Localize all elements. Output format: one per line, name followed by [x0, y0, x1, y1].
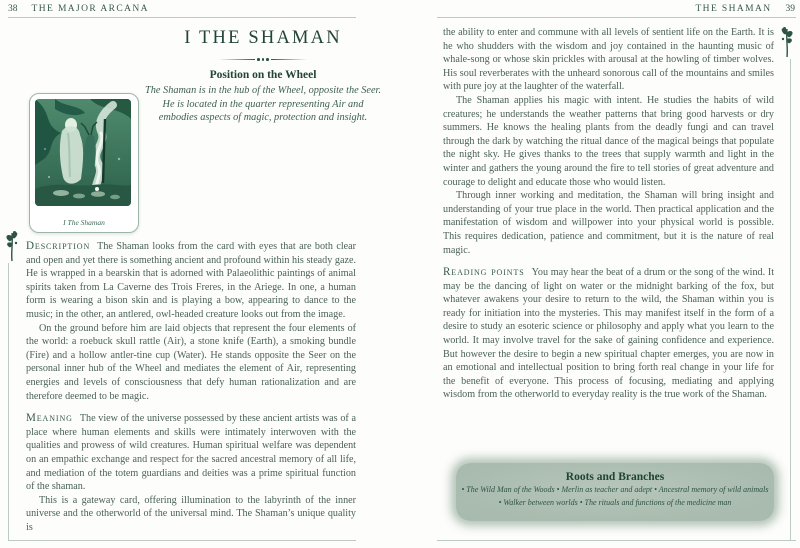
roots-box-heading: Roots and Branches [565, 471, 665, 483]
meaning-text: The view of the universe possessed by these ancient artists was of a place where human elements and skills were intimately interwoven with the qualities and prowess of wild creatures. Human spiritual welfare was dependent on an empathic exchange and respect for the sacred ancestral memory of all life, and mediation of the totem guardians and deities was a prime spiritual function of the shaman. [26, 413, 356, 493]
body-paragraph: The Shaman applies his magic with intent. He studies the habits of wild creatures; he understands the weather patterns that bring good harvests or dry summers. He knows the healing plants from the deadly fungi and can travel through the dark by watching the ritual dance of the magical beings that populate the night sky. He gives thanks to the trees that supply warmth and light in the winter and gathers the young around the fire to tell stories of great adventure and courage to delight and educate those who would listen. [443, 94, 774, 188]
position-heading: Position on the Wheel [209, 69, 317, 81]
description-text: The Shaman looks from the card with eyes that are both clear and open and yet there is something ancient and profound within his steady gaze. He is wrapped in a bearskin that is adorned with Palaeolithic paintings of animal spirits taken from La Caverne des Trois Freres, in the Ariege. In one, a human form is wearing a bison skin and is playing a bow, appearing to dance to the music; in the other, an antlered, owl-headed creature looks out from the image. [26, 241, 356, 320]
title-divider-ornament [219, 58, 307, 61]
right-page-number: 39 [785, 4, 795, 14]
reading-points-text: You may hear the beat of a drum or the song of the wind. It may be the dancing of light on water or the midnight barking of the fox, but whatever awakens your desire to return to the wild, the Shaman within you is ready for initiation into the mysteries. This may manifest itself in the form of a desire to study an esoteric science or philosophy and apply what you learn to the world. It may involve travel for the sake of gaining confidence and experience. But however the desire to begin a new spiritual chapter emerges, you are now in an emotional and intellectual position to bring forth real change in your life for the benefit of everyone. This process of focusing, mediating and applying wisdom from the otherworld to everyday reality is the true work of the Shaman. [443, 267, 774, 401]
roots-and-branches-box [456, 463, 774, 521]
sprig-icon [1, 230, 23, 262]
description-paragraph [26, 240, 356, 322]
right-page-header [695, 4, 795, 14]
card-caption: I The Shaman [63, 218, 105, 227]
divider-line-right [271, 59, 307, 60]
right-margin-rule [790, 59, 791, 540]
right-running-head: THE SHAMAN [695, 4, 772, 14]
chapter-title: I THE SHAMAN [184, 28, 342, 48]
left-footer-rule [8, 540, 356, 541]
left-running-head: THE MAJOR ARCANA [31, 4, 149, 14]
divider-dot [257, 58, 260, 61]
description-paragraph-2: On the ground before him are laid objects that represent the four elements of the world: a roebuck skull rattle (Air), a stone knife (Earth), a smoking bundle (Fire) and a hollow antler-tine cup (Water). He stands opposite the Seer on the personal inner hub of the Wheel and mediates the element of Air, representing energies and levels of consciousness that defy human rationalization and are therefore deemed to be magic. [26, 322, 356, 402]
body-paragraph: Through inner working and meditation, the Shaman will bring insight and understanding of your true place in the world. Then practical application and the manifestation of wisdom and willpower into your physical world is possible. This requires dedication, patience and commitment, but it is the nature of real magic. [443, 190, 774, 256]
description-heading: Description [26, 240, 91, 252]
card-illustration [35, 99, 131, 206]
reading-points-paragraph [443, 266, 774, 402]
left-margin-rule [8, 263, 9, 540]
left-header-rule [8, 17, 356, 18]
shaman-illustration-art [35, 99, 131, 206]
left-page-header [8, 4, 149, 14]
right-header-rule [437, 17, 796, 18]
left-page-body [26, 240, 356, 538]
tarot-card [29, 93, 139, 233]
roots-box-line: • Walker between worlds • The rituals and functions of the medicine man [498, 498, 732, 507]
continuation-paragraph: the ability to enter and commune with all levels of sentient life on the Earth. It is he who shudders with the wisdom and joy contained in the haunting music of whale-song or whose skin prickles with arousal at the howling of timber wolves. His soul reverberates with the unheard sonorous call of the mountains and smiles with pure joy at the laughter of the waterfall. [443, 27, 774, 93]
position-text: The Shaman is in the hub of the Wheel, opposite the Seer. He is located in the quarter representing Air and embodies aspects of magic, protection and insight. [145, 85, 381, 124]
right-page-body [443, 26, 774, 454]
divider-dot [262, 58, 265, 61]
divider-line-left [219, 59, 255, 60]
divider-dot [266, 58, 269, 61]
reading-points-heading: Reading points [443, 266, 525, 279]
sprig-icon [776, 26, 798, 58]
meaning-paragraph [26, 412, 356, 494]
right-footer-rule [437, 540, 796, 541]
left-page-number: 38 [8, 4, 18, 14]
roots-box-line: • The Wild Man of the Woods • Merlin as teacher and adept • Ancestral memory of wild animals [461, 485, 769, 494]
meaning-paragraph-2: This is a gateway card, offering illumination to the labyrinth of the inner universe and the otherworld of the universal mind. The Shaman’s unique quality is [26, 494, 356, 533]
meaning-heading: Meaning [26, 412, 73, 425]
